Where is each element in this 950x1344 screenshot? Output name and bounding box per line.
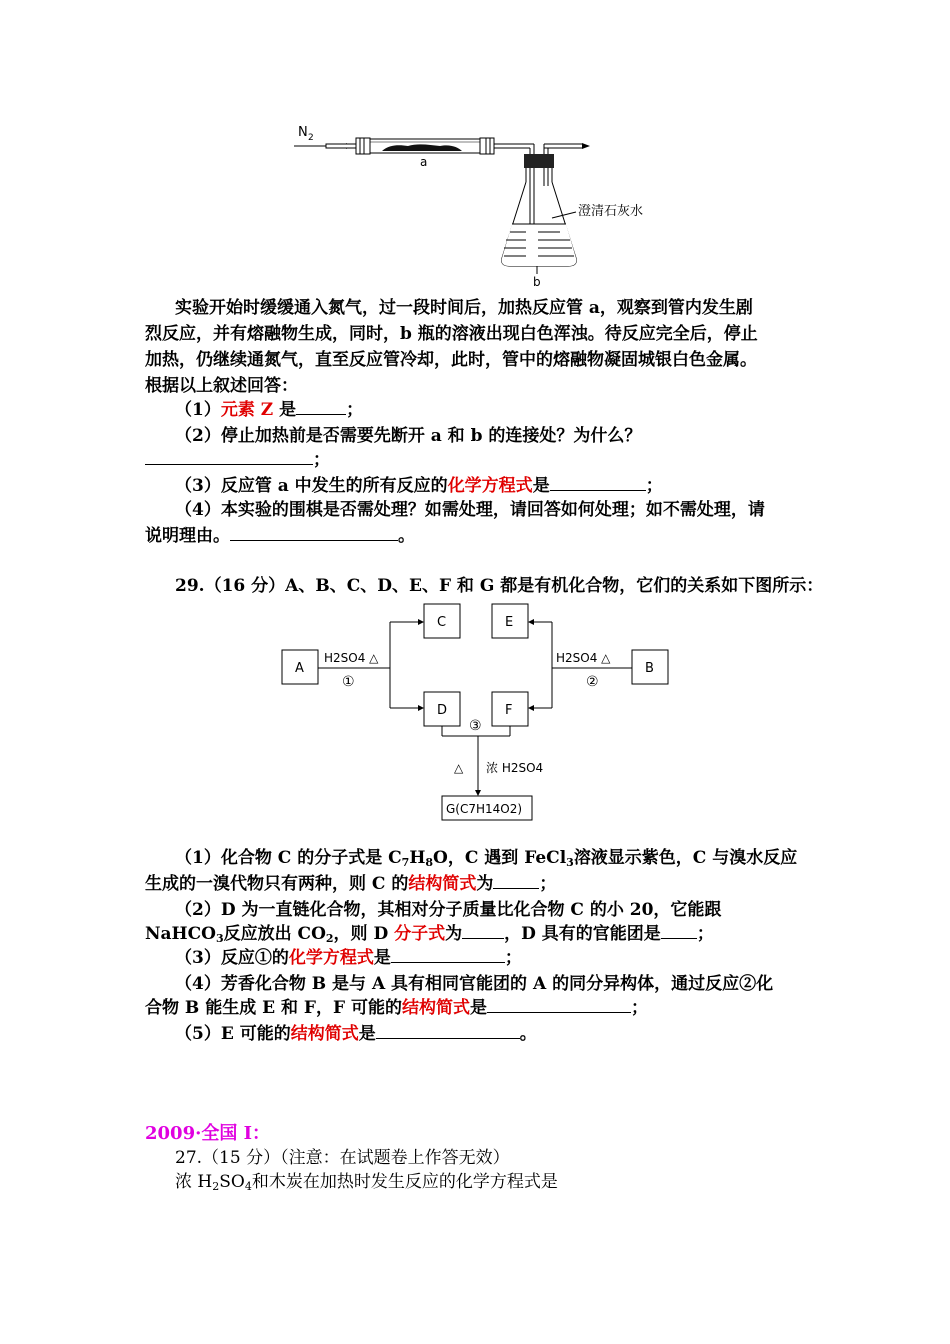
q29-part-3: （3）反应①的化学方程式是 ；	[175, 948, 522, 968]
answer-blank[interactable]	[462, 922, 504, 939]
solution-label: 澄清石灰水	[578, 204, 644, 219]
node-G: G(C7H14O2)	[446, 802, 523, 816]
reaction-diagram	[278, 600, 678, 830]
answer-blank[interactable]	[376, 1022, 520, 1039]
reagent-1: H2SO4 △	[324, 651, 379, 665]
reagent-2: H2SO4 △	[556, 651, 611, 665]
node-D: D	[437, 703, 448, 718]
answer-blank[interactable]	[391, 946, 505, 963]
q28-intro-3: 加热，仍继续通氮气，直至反应管冷却，此时，管中的熔融物凝固城银白色金属。	[145, 350, 757, 370]
q28-part-4: （4）本实验的围棋是否需处理？如需处理，请回答如何处理；如不需处理，请	[175, 500, 765, 520]
node-E: E	[505, 615, 514, 630]
q28-intro-4: 根据以上叙述回答：	[145, 376, 298, 396]
q29-heading: 29.（16 分）A、B、C、D、E、F 和 G 都是有机化合物，它们的关系如下图所示：	[175, 576, 824, 596]
section-title-2009: 2009·全国 I：	[145, 1123, 271, 1144]
q29-part-5: （5）E 可能的结构简式是 。	[175, 1024, 537, 1044]
q29-part-2: （2）D 为一直链化合物，其相对分子质量比化合物 C 的小 20，它能跟	[175, 900, 722, 920]
node-C: C	[437, 615, 447, 630]
reagent-3: 浓 H2SO4	[486, 761, 544, 775]
gas-label-sub: 2	[308, 133, 314, 143]
step-3-label: ③	[469, 718, 482, 734]
q28-intro-1: 实验开始时缓缓通入氮气，过一段时间后，加热反应管 a，观察到管内发生剧	[175, 298, 753, 318]
q28-part-1: （1）元素 Z 是 ；	[175, 400, 364, 420]
answer-blank[interactable]	[145, 448, 313, 465]
answer-blank[interactable]	[550, 474, 646, 491]
answer-blank[interactable]	[487, 996, 631, 1013]
answer-blank[interactable]	[296, 398, 346, 415]
q29-part-4b: 合物 B 能生成 E 和 F，F 可能的结构简式是 ；	[145, 998, 648, 1018]
step-1-label: ①	[342, 674, 355, 690]
answer-blank[interactable]	[230, 524, 398, 541]
q29-part-4: （4）芳香化合物 B 是与 A 具有相同官能团的 A 的同分异构体，通过反应②化	[175, 974, 774, 994]
q28-part-3: （3）反应管 a 中发生的所有反应的化学方程式是 ；	[175, 476, 663, 496]
q28-intro-2: 烈反应，并有熔融物生成，同时，b 瓶的溶液出现白色浑浊。待反应完全后，停止	[145, 324, 758, 344]
q29-part-2b: NaHCO$_3$反应放出 $CO_2$，则 D 分子式为 ，D 具有的官能团是 ；	[145, 924, 714, 945]
step-2-label: ②	[586, 674, 599, 690]
q28-part-4b: 说明理由。 。	[145, 526, 415, 546]
answer-blank[interactable]	[493, 872, 539, 889]
node-B: B	[645, 661, 654, 676]
apparatus-figure	[290, 118, 644, 289]
flask-label: b	[533, 275, 541, 289]
q28-part-2-answer: ；	[145, 448, 330, 472]
tube-label: a	[420, 155, 428, 169]
node-F: F	[505, 703, 513, 718]
answer-blank[interactable]	[661, 922, 697, 939]
node-A: A	[295, 661, 304, 676]
heat-3: △	[454, 761, 464, 775]
q28-part-2: （2）停止加热前是否需要先断开 a 和 b 的连接处？为什么？	[175, 426, 642, 446]
q29-part-1: （1）化合物 C 的分子式是 $C_7H_8O$，C 遇到 FeCl$_3$溶液显示紫色，C 与溴水反应	[175, 848, 798, 869]
q27-text: 浓 $H_2SO_4$和木炭在加热时发生反应的化学方程式是	[175, 1172, 558, 1193]
q27-heading: 27.（15 分）（注意：在试题卷上作答无效）	[175, 1148, 510, 1168]
q29-part-1b: 生成的一溴代物只有两种，则 C 的结构简式为 ；	[145, 874, 557, 894]
gas-label: N	[298, 125, 308, 140]
